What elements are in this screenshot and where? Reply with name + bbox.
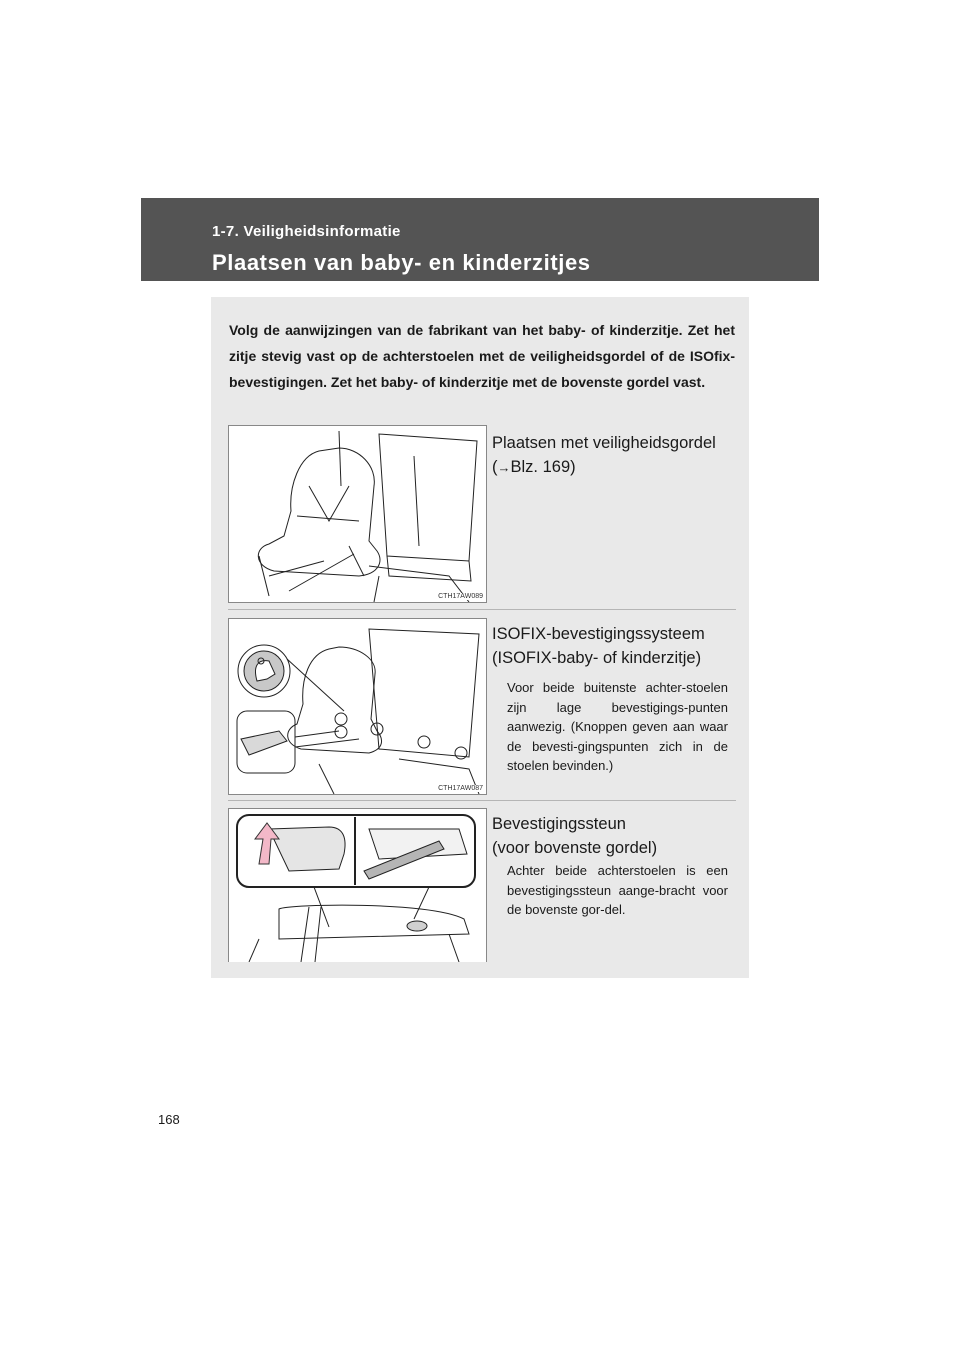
figure-code: CTH17AW089	[438, 593, 483, 600]
page-title: Plaatsen van baby- en kinderzitjes	[212, 250, 591, 275]
section-heading-isofix	[492, 622, 732, 670]
seatbelt-childseat-illustration	[228, 425, 487, 603]
isofix-drawing	[229, 619, 486, 794]
tether-bracket-drawing	[229, 809, 486, 962]
section-heading-tether	[492, 812, 732, 860]
section-label: 1-7. Veiligheidsinformatie	[212, 223, 401, 240]
figure-code: CTH17AW087	[438, 785, 483, 792]
content-box	[211, 297, 749, 978]
heading-line: ISOFIX-bevestigingssysteem	[492, 625, 705, 643]
page-number: 168	[158, 1112, 180, 1127]
heading-line: Bevestigingssteun	[492, 815, 626, 833]
tether-bracket-illustration	[228, 808, 487, 962]
page-reference[interactable]: Blz. 169)	[510, 458, 576, 476]
section-divider	[228, 800, 736, 801]
tether-body: Achter beide achterstoelen is een bevestigingssteun aange-bracht voor de bovenste gor-del.	[507, 863, 728, 917]
section-heading-seatbelt	[492, 431, 732, 480]
heading-line: (ISOFIX-baby- of kinderzitje)	[492, 649, 702, 667]
seatbelt-childseat-drawing	[229, 426, 486, 602]
heading-line: Plaatsen met veiligheidsgordel	[492, 434, 716, 452]
intro-paragraph: Volg de aanwijzingen van de fabrikant van het baby- of kinderzitje. Zet het zitje stevig vast op de achterstoelen met de veiligheidsgordel of de ISOfix-bevestigingen. Zet het baby- of kinderzitje met de bovenste gordel vast.	[229, 322, 735, 390]
isofix-illustration	[228, 618, 487, 795]
page-ref-arrow-icon: →	[497, 460, 511, 475]
isofix-body: Voor beide buitenste achter-stoelen zijn lage bevestigings-punten aanwezig. (Knoppen geven aan waar de bevesti-gingspunten zich in de stoelen bevinden.)	[507, 680, 728, 773]
section-divider	[228, 609, 736, 610]
heading-ref-prefix: (	[492, 458, 498, 476]
chapter-header-band	[141, 198, 819, 281]
heading-line: (voor bovenste gordel)	[492, 839, 658, 857]
